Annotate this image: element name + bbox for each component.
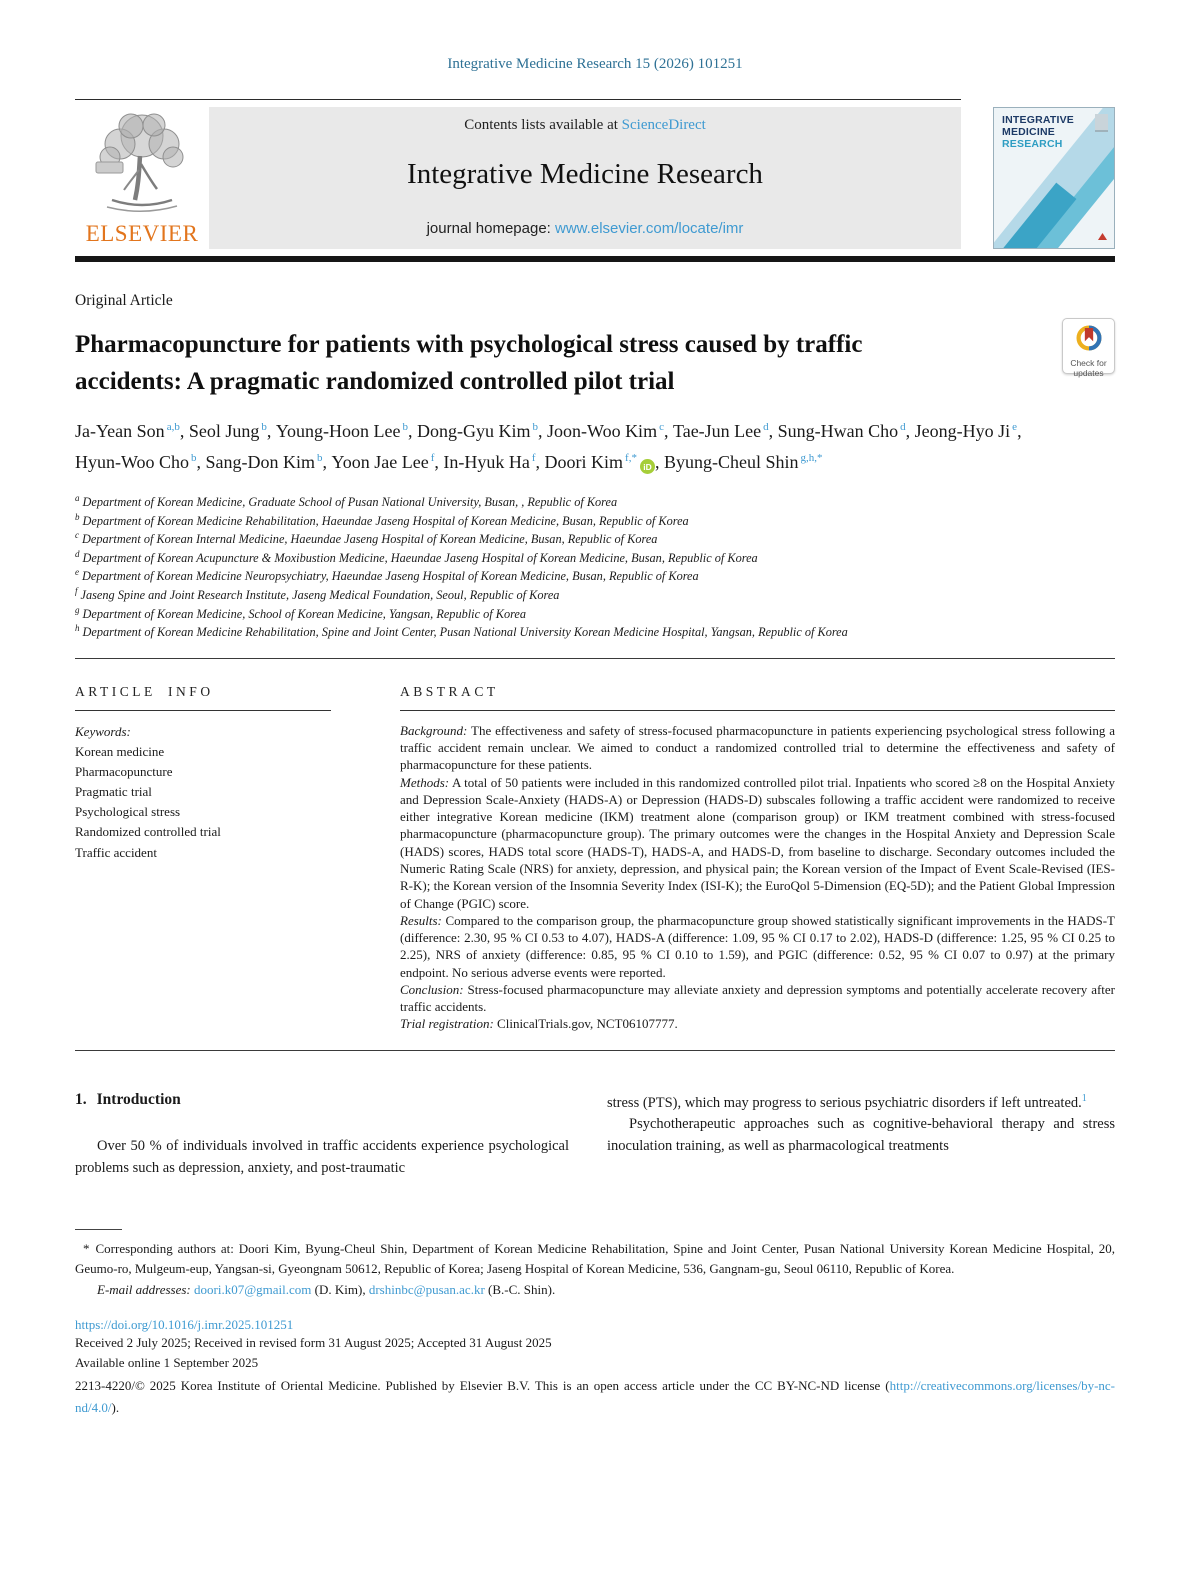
intro-right-column	[607, 1091, 1115, 1180]
author-list	[75, 416, 1033, 477]
abstract-results: Results: Compared to the comparison group, the pharmacopuncture group showed statistically significant improvements in the HADS-T (difference: 2.30, 95 % CI 0.53 to 4.07), HADS-A (difference: 1.09, 95 % CI 0.17 to 2.02), HADS-D (difference: 1.25, 95 % CI 0.25 to 2.25), NRS of anxiety (difference: 0.85, 95 % CI 0.10 to 1.59), and PGIC (difference: 0.52, 95 % CI 0.07 to 0.97) at the primary endpoint. No serious adverse events were reported.	[400, 912, 1115, 980]
doi-link[interactable]: https://doi.org/10.1016/j.imr.2025.101251	[75, 1316, 294, 1332]
article-head	[75, 292, 1115, 641]
keyword: Randomized controlled trial	[75, 824, 221, 840]
cover-issn-block	[1095, 114, 1108, 132]
elsevier-tree-icon	[84, 110, 200, 219]
intro-left-column	[75, 1091, 569, 1180]
cover-title: INTEGRATIVE MEDICINE RESEARCH	[1002, 114, 1075, 150]
reference-link[interactable]: 1	[1081, 1092, 1087, 1104]
keyword: Pragmatic trial	[75, 784, 152, 800]
author: Sung-Hwan Cho $^d$,	[777, 421, 915, 441]
author: Byung-Cheul Shin $^{g,h,*}$	[663, 451, 823, 472]
running-head-citation: Integrative Medicine Research 15 (2026) 101251	[447, 56, 743, 72]
author: Young-Hoon Lee $^b$,	[275, 421, 418, 441]
section-divider-bottom	[75, 1050, 1115, 1051]
author: Sang-Don Kim $^b$,	[205, 451, 332, 472]
affiliation: $^h$ Department of Korean Medicine Rehabilitation, Spine and Joint Center, Pusan National University Korean Medicine Hospital, Yangsan, Republic of Korea	[75, 623, 848, 640]
author: Seol Jung $^b$,	[188, 421, 276, 441]
crossmark-icon	[1074, 323, 1104, 358]
footnote-block	[75, 1229, 1115, 1418]
author: In-Hyuk Ha $^f$,	[443, 451, 545, 472]
intro-paragraph: Over 50 % of individuals involved in traffic accidents experience psychological problems such as depression, anxiety, and post-traumatic	[75, 1137, 569, 1176]
introduction-section	[75, 1091, 1115, 1180]
check-badge-text: Check for updates	[1070, 358, 1107, 378]
journal-homepage-link[interactable]: www.elsevier.com/locate/imr	[555, 220, 744, 237]
abstract-background: Background: The effectiveness and safety of stress-focused pharmacopuncture in patients experiencing psychological stress following a traffic accident remain unclear. We aimed to conduct a randomized controlled trial to determine the effectiveness and safety of pharmacopuncture for these patients.	[400, 722, 1116, 773]
check-for-updates-badge[interactable]	[1062, 318, 1115, 378]
abstract-heading: ABSTRACT	[400, 683, 499, 699]
author: Doori Kim $^{f,*}$iD ,	[545, 452, 664, 472]
received-dates: Received 2 July 2025; Received in revised form 31 August 2025; Accepted 31 August 2025	[75, 1334, 552, 1350]
article-info-column	[75, 684, 331, 1033]
affiliation-list	[75, 492, 1115, 641]
intro-heading: 1. Introduction	[75, 1090, 181, 1108]
affiliation: $^c$ Department of Korean Internal Medicine, Haeundae Jaseng Hospital of Korean Medicine, Busan, Republic of Korea	[75, 530, 658, 547]
article-title: Pharmacopuncture for patients with psychological stress caused by traffic accidents: A pragmatic randomized controlled pilot trial	[75, 331, 863, 395]
journal-banner	[209, 107, 961, 249]
available-online: Available online 1 September 2025	[75, 1355, 259, 1371]
sciencedirect-link[interactable]: ScienceDirect	[621, 117, 706, 133]
affiliation: $^a$ Department of Korean Medicine, Graduate School of Pusan National University, Busan, , Republic of Korea	[75, 493, 618, 510]
intro-paragraph: stress (PTS), which may progress to serious psychiatric disorders if left untreated.$^1$	[607, 1092, 1087, 1111]
orcid-icon[interactable]: iD	[640, 459, 655, 474]
article-info-rule	[75, 710, 331, 711]
corresponding-author-note: * Corresponding authors at: Doori Kim, Byung-Cheul Shin, Department of Korean Medicine Rehabilitation, Spine and Joint Center, Pusan National University Korean Medicine Hospital, 20, Geumo-ro, Mulgeum-eup, Yangsan-si, Gyeongnam 50612, Republic of Korea; Jaseng Hospital of Korean Medicine, 536, Gangnam-gu, Seoul 06110, Republic of Korea.	[75, 1241, 1115, 1277]
homepage-line: journal homepage: www.elsevier.com/locate/imr	[426, 220, 744, 237]
keywords-label: Keywords:	[75, 723, 131, 739]
journal-title: Integrative Medicine Research	[407, 158, 763, 190]
affiliation: $^g$ Department of Korean Medicine, School of Korean Medicine, Yangsan, Republic of Korea	[75, 604, 527, 621]
license-link[interactable]: http://creativecommons.org/licenses/by-nc-nd/4.0/	[75, 1378, 1116, 1415]
section-divider-top	[75, 658, 1115, 659]
cover-publisher-mark	[1098, 233, 1107, 240]
info-abstract-section	[75, 684, 1115, 1033]
keyword: Psychological stress	[75, 804, 181, 820]
affiliation: $^b$ Department of Korean Medicine Rehabilitation, Haeundae Jaseng Hospital of Korean Medicine, Busan, Republic of Korea	[75, 511, 689, 528]
email-link-shin[interactable]: drshinbc@pusan.ac.kr	[368, 1281, 485, 1297]
author: Jeong-Hyo Ji $^e$,	[914, 421, 1022, 441]
affiliation: $^d$ Department of Korean Acupuncture & Moxibustion Medicine, Haeundae Jaseng Hospital of Korean Medicine, Busan, Republic of Korea	[75, 548, 758, 565]
affiliation: $^f$ Jaseng Spine and Joint Research Institute, Jaseng Medical Foundation, Seoul, Republic of Korea	[75, 586, 560, 603]
journal-header	[75, 107, 1115, 249]
author: Hyun-Woo Cho $^b$,	[75, 451, 206, 472]
doi-line	[75, 1317, 1115, 1333]
intro-paragraph: Psychotherapeutic approaches such as cognitive-behavioral therapy and stress inoculation training, as well as pharmacological treatments	[607, 1116, 1115, 1155]
abstract-conclusion: Conclusion: Stress-focused pharmacopuncture may alleviate anxiety and depression symptoms and potentially accelerate recovery after traffic accidents.	[400, 981, 1116, 1015]
abstract-trial-registration: Trial registration: ClinicalTrials.gov, NCT06107777.	[400, 1016, 678, 1032]
journal-cover-thumbnail	[993, 107, 1115, 249]
keyword: Korean medicine	[75, 743, 165, 759]
author: Dong-Gyu Kim $^b$,	[417, 421, 548, 441]
abstract-rule	[400, 710, 1115, 711]
author: Ja-Yean Son $^{a,b}$,	[75, 421, 189, 441]
email-addresses-note: E-mail addresses: doori.k07@gmail.com (D. Kim), drshinbc@pusan.ac.kr (B.-C. Shin).	[97, 1281, 556, 1297]
author: Joon-Woo Kim $^c$,	[547, 421, 673, 441]
keyword: Pharmacopuncture	[75, 763, 173, 779]
author: Yoon Jae Lee $^f$,	[331, 451, 444, 472]
elsevier-logo	[75, 107, 209, 249]
copyright-line: 2213-4220/© 2025 Korea Institute of Oriental Medicine. Published by Elsevier B.V. This is an open access article under the CC BY-NC-ND license (http://creativecommons.org/licenses/by-nc-nd/4.0/).	[75, 1378, 1116, 1415]
article-type-label: Original Article	[75, 292, 173, 309]
affiliation: $^e$ Department of Korean Medicine Neuropsychiatry, Haeundae Jaseng Hospital of Korean Medicine, Busan, Republic of Korea	[75, 567, 699, 584]
footnote-rule	[75, 1229, 122, 1230]
abstract-methods: Methods: A total of 50 patients were included in this randomized controlled pilot trial. Inpatients who scored ≥8 on the Hospital Anxiety and Depression Scale-Anxiety (HADS-A) or Depression (HADS-D) subscales following a traffic accident were randomized to receive either integrative Korean medicine (IKM) treatment alone (comparison group) or IKM treatment combined with stress-focused pharmacopuncture (pharmacopuncture group). The primary outcomes were the changes in the Hospital Anxiety and Depression Scale (HADS) scores, HADS total score (HADS-T), HADS-A, and HADS-D, from baseline to discharge. Secondary outcomes included the Numeric Rating Scale (NRS) for anxiety, depression, and physical pain; the Korean version of the Impact of Event Scale-Revised (IES-R-K); the Korean version of the Insomnia Severity Index (ISI-K); the EuroQol 5-Dimension (EQ-5D); and the Patient Global Impression of Change (PGIC) score.	[400, 774, 1115, 911]
header-black-bar	[75, 256, 1115, 262]
email-link-kim[interactable]: doori.k07@gmail.com	[194, 1281, 312, 1297]
article-info-heading: ARTICLE INFO	[75, 683, 214, 699]
header-top-rule	[75, 99, 961, 100]
abstract-column	[400, 684, 1115, 1033]
contents-line: Contents lists available at ScienceDirect	[464, 117, 706, 133]
keyword: Traffic accident	[75, 844, 157, 860]
author: Tae-Jun Lee $^d$,	[672, 421, 778, 441]
elsevier-wordmark: ELSEVIER	[85, 221, 199, 246]
